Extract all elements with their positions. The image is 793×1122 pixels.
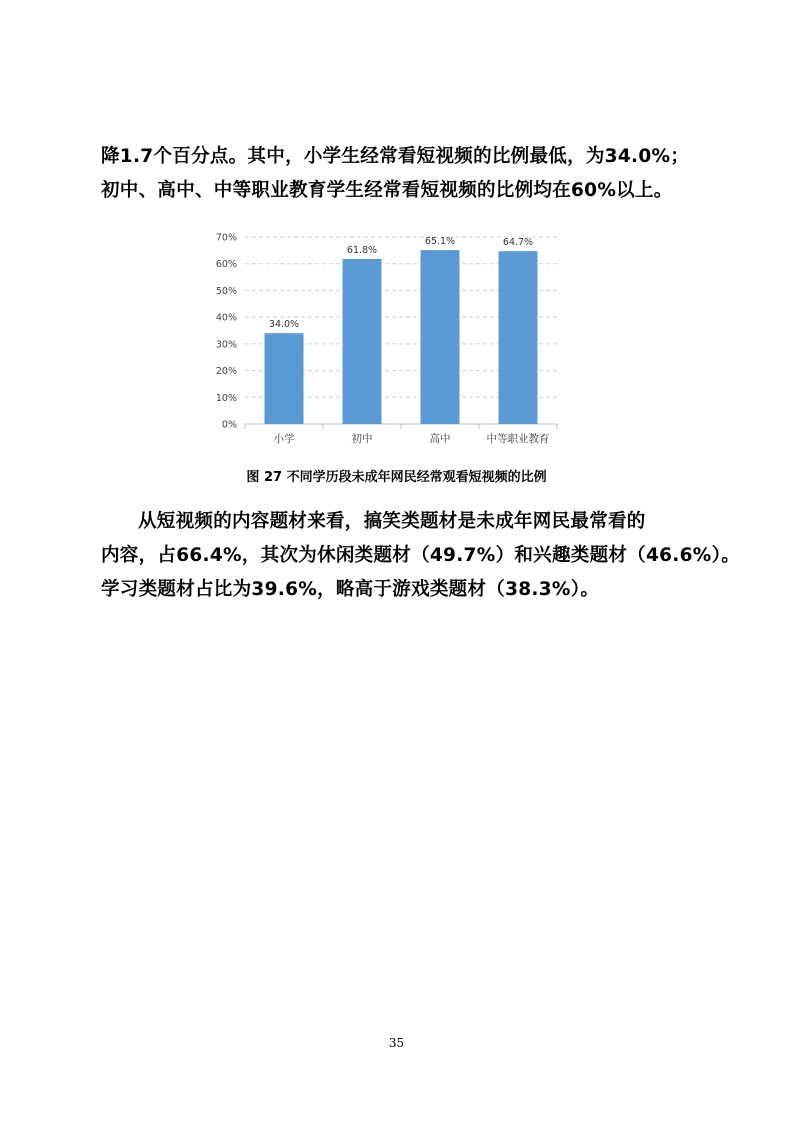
y-tick-label: 10% <box>215 392 237 404</box>
paragraph-1 <box>101 140 701 208</box>
bar-chart-svg <box>205 226 585 456</box>
bar <box>499 251 538 424</box>
category-label: 高中 <box>429 433 451 445</box>
y-tick-label: 0% <box>221 419 237 431</box>
paragraph-1-line-1: 降1.7个百分点。其中，小学生经常看短视频的比例最低，为34.0%； <box>101 146 690 167</box>
paragraph-2-line-3: 学习类题材占比为39.6%，略高于游戏类题材（38.3%）。 <box>101 579 600 600</box>
data-label: 61.8% <box>346 244 378 256</box>
category-label: 中等职业教育 <box>486 433 550 445</box>
paragraph-1-line-2: 初中、高中、中等职业教育学生经常看短视频的比例均在60%以上。 <box>101 180 673 201</box>
category-label: 初中 <box>351 433 373 445</box>
paragraph-2-line-2: 内容，占66.4%，其次为休闲类题材（49.7%）和兴趣类题材（46.6%）。 <box>101 545 740 566</box>
y-tick-label: 50% <box>215 285 237 297</box>
data-label: 34.0% <box>268 319 300 331</box>
bar <box>343 259 382 424</box>
bar <box>265 333 304 424</box>
page-number: 35 <box>388 1036 405 1050</box>
bar <box>421 250 460 424</box>
y-tick-label: 40% <box>215 312 237 324</box>
data-label: 65.1% <box>424 236 456 248</box>
y-tick-label: 20% <box>215 366 237 378</box>
bar-chart <box>205 226 585 456</box>
paragraph-2-line-1: 从短视频的内容题材来看，搞笑类题材是未成年网民最常看的 <box>138 511 646 532</box>
data-label: 64.7% <box>502 237 534 249</box>
y-tick-label: 70% <box>215 232 237 244</box>
category-label: 小学 <box>273 433 295 445</box>
y-tick-label: 60% <box>215 259 237 271</box>
paragraph-2 <box>101 505 740 607</box>
y-tick-label: 30% <box>215 339 237 351</box>
figure-caption: 图 27 不同学历段未成年网民经常观看短视频的比例 <box>246 470 547 485</box>
